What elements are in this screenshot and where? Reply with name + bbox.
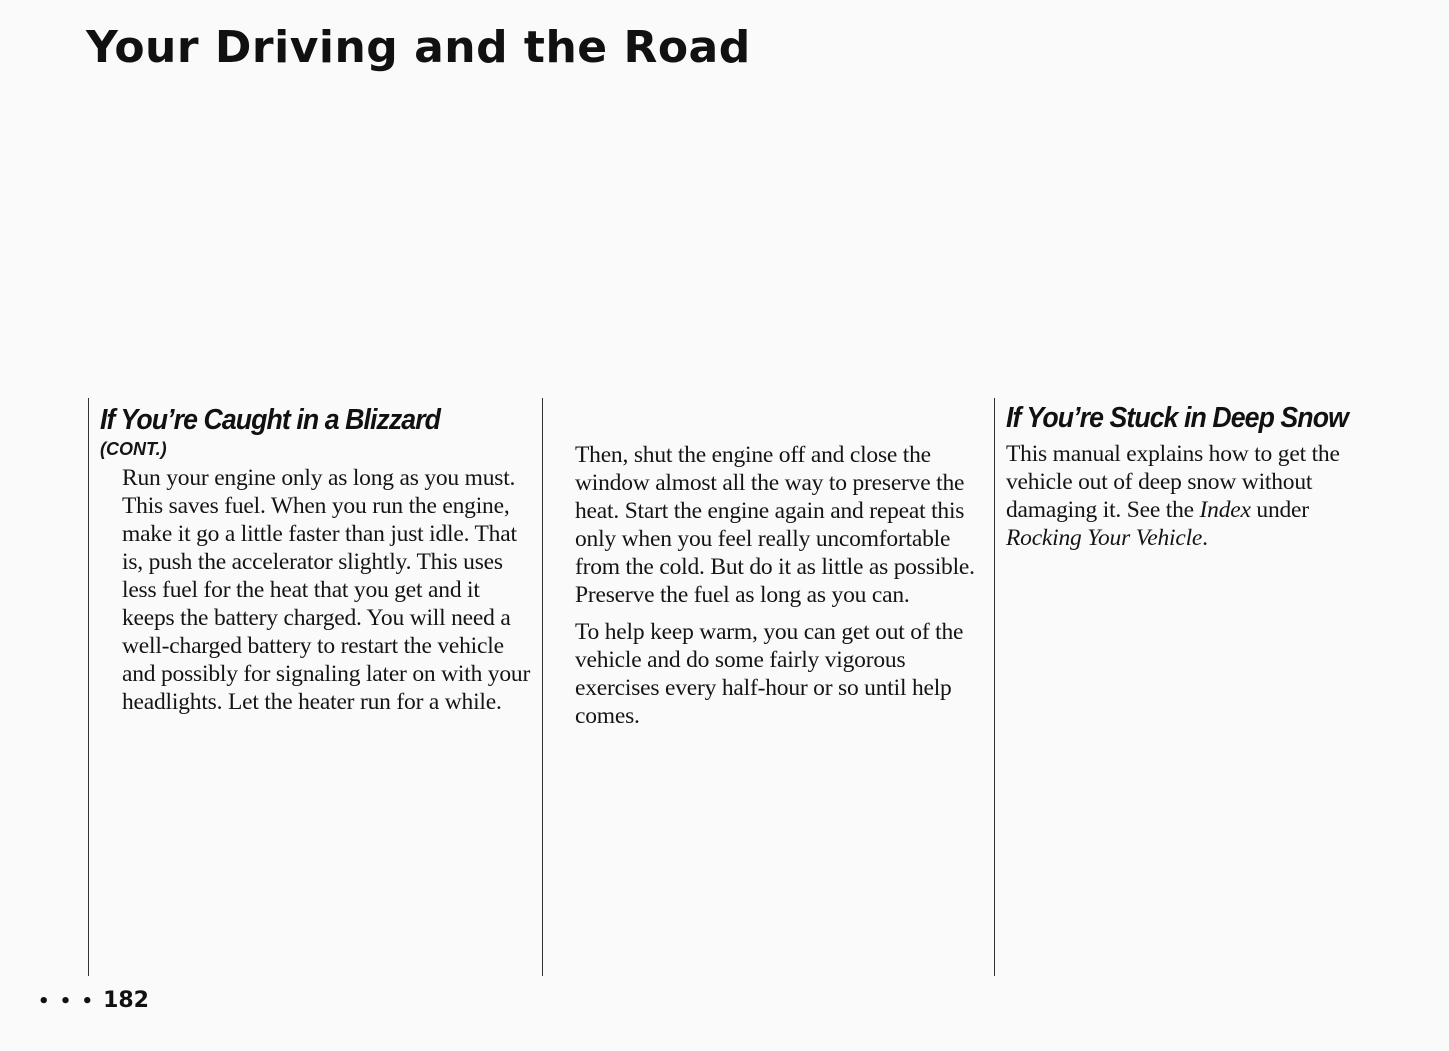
index-reference: Index — [1199, 497, 1251, 523]
rocking-vehicle-reference: Rocking Your Vehicle — [1006, 525, 1203, 551]
paragraph-keep-warm: To help keep warm, you can get out of the vehicle and do some fairly vigorous exercises every half-hour or so until help comes. — [575, 619, 964, 729]
column-deep-snow — [1006, 400, 1390, 561]
section-heading-deep-snow: If You’re Stuck in Deep Snow — [1006, 402, 1348, 434]
deep-snow-text-middle: under — [1250, 497, 1309, 523]
page-footer — [38, 988, 149, 1013]
section-heading-blizzard: If You’re Caught in a Blizzard — [100, 404, 441, 436]
paragraph-run-engine: Run your engine only as long as you must. This saves fuel. When you run the engine, make it go a little faster than just idle. That is, push the accelerator slightly. This uses less fuel for the heat that you get and it keeps the battery charged. You will need a well-charged battery to restart the vehicle and possibly for signaling later on with your headlights. Let the heater run for a while. — [122, 465, 531, 715]
paragraph-deep-snow — [1006, 440, 1390, 552]
section-continued-label: (CONT.) — [100, 439, 167, 459]
chapter-title: Your Driving and the Road — [86, 22, 751, 73]
paragraph-shut-engine: Then, shut the engine off and close the window almost all the way to preserve the heat. Start the engine again and repeat this only when you feel really uncomfortable from the cold. But do it as little as possible. Preserve the fuel as long as you can. — [575, 442, 975, 608]
page-marker-dots: • • • — [38, 991, 96, 1012]
page-number: 182 — [103, 988, 149, 1013]
column-divider-right — [994, 398, 995, 976]
column-divider-middle — [542, 398, 543, 976]
deep-snow-text-end: . — [1202, 525, 1208, 551]
deep-snow-text-start: This manual explains how to get the vehicle out of deep snow without damaging it. See the — [1006, 441, 1340, 523]
column-blizzard — [100, 402, 532, 725]
column-divider-left — [88, 398, 89, 976]
column-blizzard-continued — [575, 441, 985, 739]
